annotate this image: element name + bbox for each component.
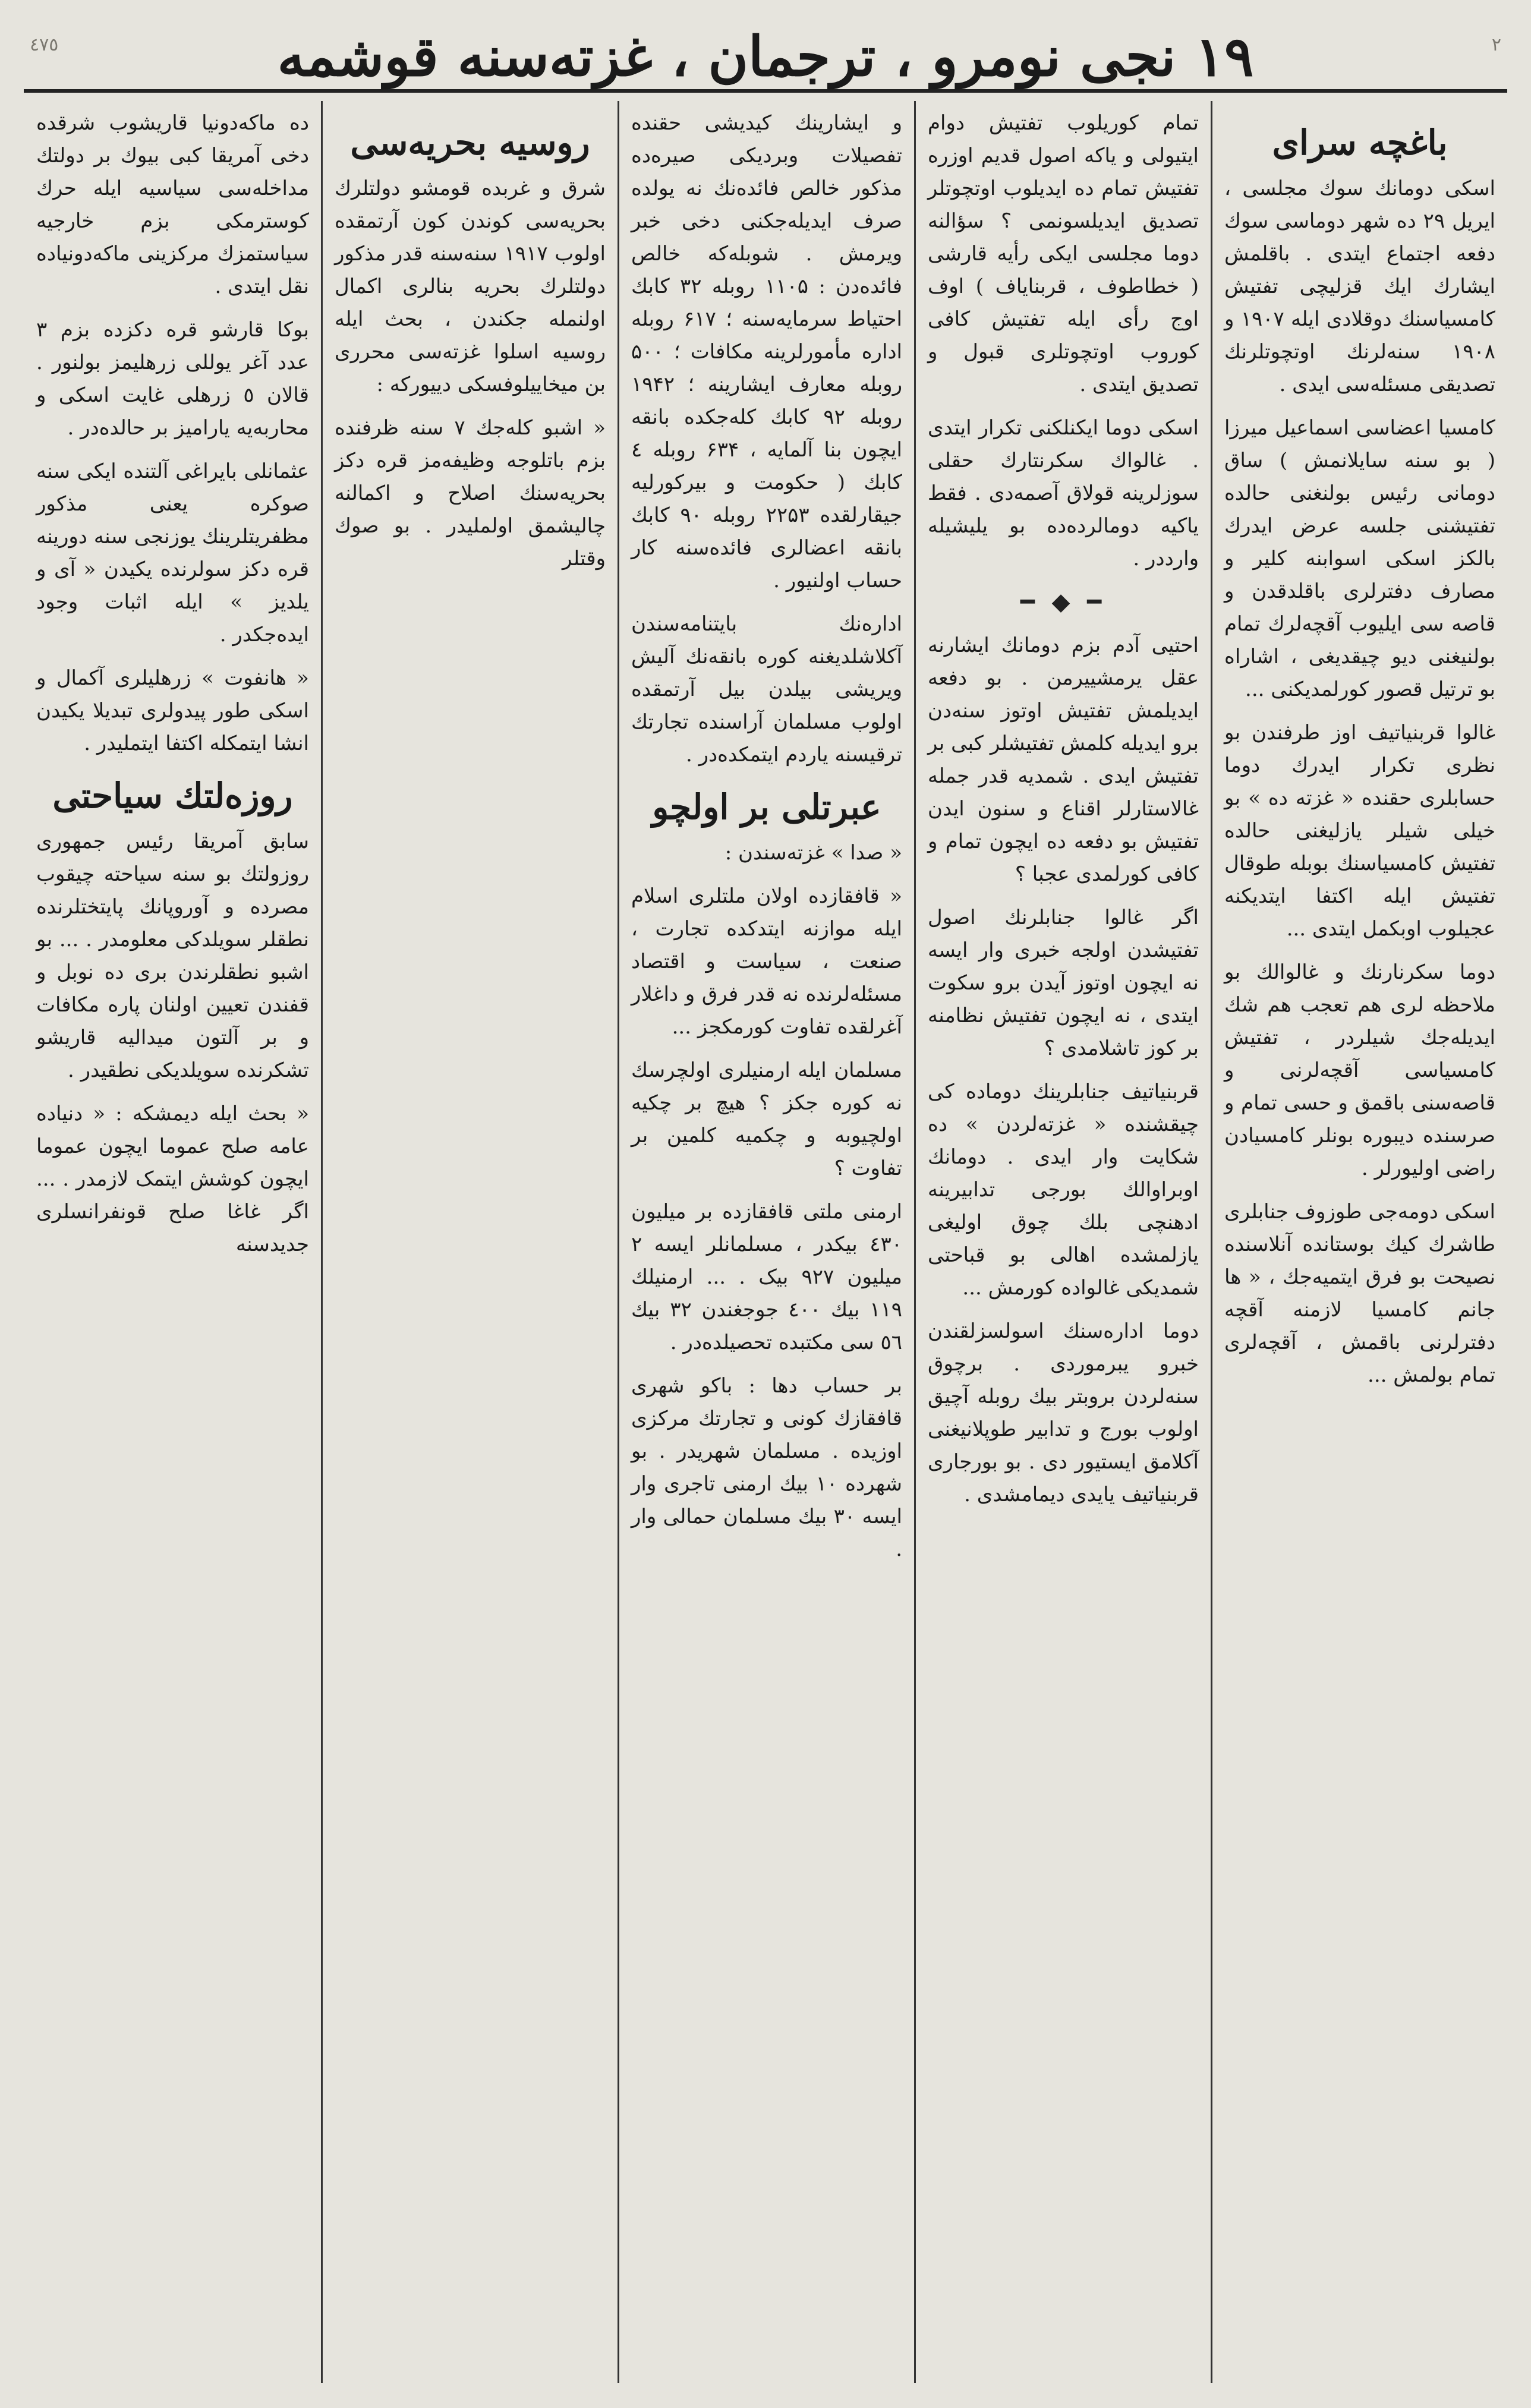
paragraph: تمام کوریلوب تفتیش دوام ایتیولی و یاکه اصول قدیم اوزره تفتیش تمام ده ایدیلوب اوتچوتلر تصدیق ایدیلسونمی ؟ سؤالنه دوما مجلسی ایکی رأیه قارشی ( خطاطوف ، قربنایاف ) اوف اوج رأی ایله تفتیش کافی کوروب اوتچوتلری قبول و تصدیق ایتدی .	[928, 111, 1199, 396]
paragraph: و ایشارینك کیدیشی حقنده تفصیلات وبردیکی صیرەده مذکور خالص فائدەنك نه یولده صرف ایدیلەجکنی دخی خبر ویرمش . شوبلەکه خالص فائدەدن : ۱۱۰۵ روبله ۳۲ کابك احتیاط سرمایەسنه ؛ ۶۱۷ روبله اداره مأمورلرینه مکافات ؛ ۵۰۰ روبله معارف ایشارینه ؛ ۱۹۴۲ روبله ۹۲ کابك کله‌جکده بانقه ایچون بنا آلمایه ، ۶۳۴ روبله ٤ کابك ( حکومت و بیرکورلیه جیقارلقده ۲۲۵۳ روبله ۹۰ کابك بانقه اعضالری فائدەسنه کار حساب اولنیور .	[631, 111, 902, 592]
paragraph: اسکی دومەجی طوزوف جنابلری طاشرك کیك بوستانده آنلاسنده نصیحت بو فرق ایتمیەجك ، « ها جانم کامسیا لازمنه آقچه دفترلرنی باقمش ، آقچەلری تمام بولمش ...	[1224, 1200, 1495, 1387]
column-4	[321, 101, 618, 2383]
paragraph: غالوا قربنیاتیف اوز طرفندن بو نظری تکرار ایدرك دوما حسابلری حقنده « غزته ده » بو خیلی شیلر یازلیغنی حالده تفتیش کامسیاسنك بوبله طوقال تفتیش ایله اکتفا ایتدیکنه عجیلوب اوبکمل ایتدی ...	[1224, 721, 1495, 941]
paragraph: اسکی دوما ایکنلکنی تکرار ایتدی . غالواك سکرنتارك حقلی سوزلرینه قولاق آصمەدی . فقط یاکیه دومالردەده بو یلیشیله وارددر .	[928, 416, 1199, 571]
page-number-right: ٢	[1491, 34, 1501, 55]
paragraph: مسلمان ایله ارمنیلری اولچرسك نه کوره جکز ؟ هیچ بر چکیه اولچیوبه و چکمیه کلمین بر تفاوت ؟	[631, 1058, 902, 1180]
paragraph: ده ماکەدونیا قاریشوب شرقده دخی آمریقا کبی بیوك بر دولتك مداخلەسی سیاسیه ایله حرك کوسترمکی بزم خارجیه سیاستمزك مرکزینی ماکەدونیاده نقل ایتدی .	[36, 111, 309, 298]
paragraph: « اشبو کلەجك ۷ سنه ظرفنده بزم باتلوجه وظیفەمز قره دکز بحریەسنك اصلاح و اکمالنه چالیشمق اولملیدر . بو صوك وقتلر	[335, 416, 606, 571]
column-3	[618, 101, 914, 2383]
section-title: روسیه بحریەسی	[350, 122, 590, 163]
column-2	[914, 101, 1211, 2383]
paragraph: « قافقازده اولان ملتلری اسلام ایله موازنه ایتدکده تجارت ، صنعت ، سیاست و اقتصاد مسئلەلرنده نه قدر فرق و داغلار آغرلقده تفاوت کورمکجز ...	[631, 884, 902, 1039]
paragraph: « بحث ایله دیمشکه : « دنیاده عامه صلح عموما ایچون عموما ایچون کوشش ایتمک لازمدر . ... اگر غاغا صلح قونفرانسلری جدیدسنه	[36, 1102, 309, 1256]
paragraph: احتیی آدم بزم دومانك ایشارنه عقل یرمشییرمن . بو دفعه ایدیلمش تفتیش اوتوز سنەدن برو ایدیله کلمش تفتیشلر کبی بر تفتیش ایدی . شمدیه قدر جمله غالاستارلر اقناع و سنون ایدن تفتیش بو دفعه ده ایچون تمام و کافی کورلمدی عجبا ؟	[928, 633, 1199, 886]
column-5	[24, 101, 321, 2383]
section-title: روزەلتك سیاحتی	[52, 776, 293, 816]
paragraph: بر حساب دها : باکو شهری قافقازك کونی و تجارتك مرکزی اوزیده . مسلمان شهریدر . بو شهرده ۱۰ بیك ارمنی تاجری وار ایسه ۳۰ بیك مسلمان حمالی وار .	[631, 1374, 903, 1561]
section-title: باغچه سرای	[1272, 122, 1448, 163]
column-1	[1211, 101, 1507, 2383]
paragraph: قربنیاتیف جنابلرینك دومادە کی چیقشنده « غزتەلردن » ده شکایت وار ایدی . دومانك اوبراوالك بورجی تدابیرینه ادھنچی بلك چوق اولیغی یازلمشده اهالی بو قباحتی شمدیکی غالوادە کورمش ...	[928, 1080, 1199, 1300]
paragraph: دوما ادارەسنك اسولسزلقندن خبرو یبرموردی . برچوق سنەلردن بروبتر بیك روبلە آچیق اولوب بورج و تدابیر طوپلانیغنی آکلامق ایستیور دی . بو بورجاری قربنیاتیف یایدی دیمامشدی .	[928, 1319, 1199, 1506]
paragraph: عثمانلی بایراغی آلتنده ایکی سنه صوکره یعنی مذکور مظفریتلرینك یوزنجی سنه دورینه قره دکز سولرنده یکیدن « آی و یلدیز » ایله اثبات وجود ایدەجکدر .	[36, 459, 309, 647]
paragraph: اگر غالوا جنابلرنك اصول تفتیشدن اولجه خبری وار ایسه نه ایچون اوتوز آیدن برو سکوت ایتدی ، نه ایچون تفتیش نظامنه بر کوز تاشلامدی ؟	[928, 906, 1199, 1060]
section-title: عبرتلی بر اولچو	[652, 787, 881, 827]
page-number-left: ٤٧٥	[30, 34, 59, 55]
masthead-bar	[24, 24, 1507, 93]
article-columns	[24, 101, 1507, 2383]
masthead-title: ١٩ نجی نومرو ، ترجمان ، غزتەسنە قوشمە	[277, 24, 1254, 89]
paragraph: سابق آمریقا رئیس جمهوری روزولتك بو سنه سیاحته چیقوب مصرده و آوروپانك پایتختلرنده نطقلر سویلدکی معلومدر . ... بو اشبو نطقلرندن بری ده نوبل و قفندن تعیین اولنان پاره مکافات و بر آلتون میدالیه قاریشو تشکرنده سویلدیکی نطقیدر .	[36, 830, 309, 1082]
paragraph: اسکی دومانك سوك مجلسی ، ایریل ۲۹ ده شهر دوماسی سوك دفعه اجتماع ایتدی . باقلمش ایشارك ایك قزلیچی تفتیش کامسیاسنك دوقلادی ایله ۱۹۰۷ و ۱۹۰۸ سنەلرنك اوتچوتلرنك تصدیقی مسئلەسی ایدی .	[1224, 176, 1495, 396]
paragraph: دوما سکرنارنك و غالوالك بو ملاحظه لری هم تعجب هم شك ایدیلەجك شیلردر ، تفتیش کامسیاسی آقچەلرنی و قاصەسنی باقمق و حسی تمام و صرسنده دیبوره بونلر کامسیادن راضی اولیورلر .	[1224, 960, 1495, 1180]
paragraph: کامسیا اعضاسی اسماعیل میرزا ( بو سنه سایلانمش ) ساق دومانی رئیس بولنغنی حالده تفتیشنی جلسه عرض ایدرك بالکز اسکی اسوابنه کلیر و مصارف دفترلری باقلدقدن و قاصه سی ایلیوب آقچەلرك تمام بولنیغنی دیو چیقدیغی ، اشاراه بو ترتیل قصور کورلمدیکنی ...	[1224, 416, 1495, 701]
paragraph: شرق و غربده قومشو دولتلرك بحریەسی کوندن کون آرتمقده اولوب ۱۹۱۷ سنەسنه قدر مذکور دولتلرك بحریه بنالری اکمال اولنمله جکندن ، بحث ایله روسیه اسلوا غزتەسی محرری بن میخاییلوفسکی دییورکه :	[335, 176, 606, 396]
ornament-divider: ━ ◆ ━	[1020, 588, 1107, 616]
paragraph: بوکا قارشو قره دکزده بزم ۳ عدد آغر یوللی زرهلیمز بولنور . قالان ٥ زرهلی غایت اسکی و محاربەیه یارامیز بر حالدەدر .	[36, 318, 309, 440]
paragraph: « هانفوت » زرهلیلری آکمال و اسکی طور پیدولری تبدیلا یکیدن انشا ایتمکله اکتفا ایتملیدر .	[36, 666, 309, 755]
paragraph: « صدا » غزتەسندن :	[724, 841, 902, 865]
paragraph: ارمنی ملتی قافقازده بر میلیون ٤٣٠ بیکدر ، مسلمانلر ایسه ۲ میلیون ۹۲۷ بیک . ... ارمنیلك ۱۱۹ بیك ٤٠٠ جوجغندن ۳۲ بیك ٥٦ سی مکتبده تحصیلدەدر .	[631, 1200, 903, 1354]
paragraph: ادارەنك بایتنامەسندن آکلاشلدیغنه کوره بانقەنك آلیش ویریشی بیلدن بیل آرتمقده اولوب مسلمان آراسنده تجارتك ترقیسنه یاردم ایتمکدەدر .	[631, 612, 902, 767]
